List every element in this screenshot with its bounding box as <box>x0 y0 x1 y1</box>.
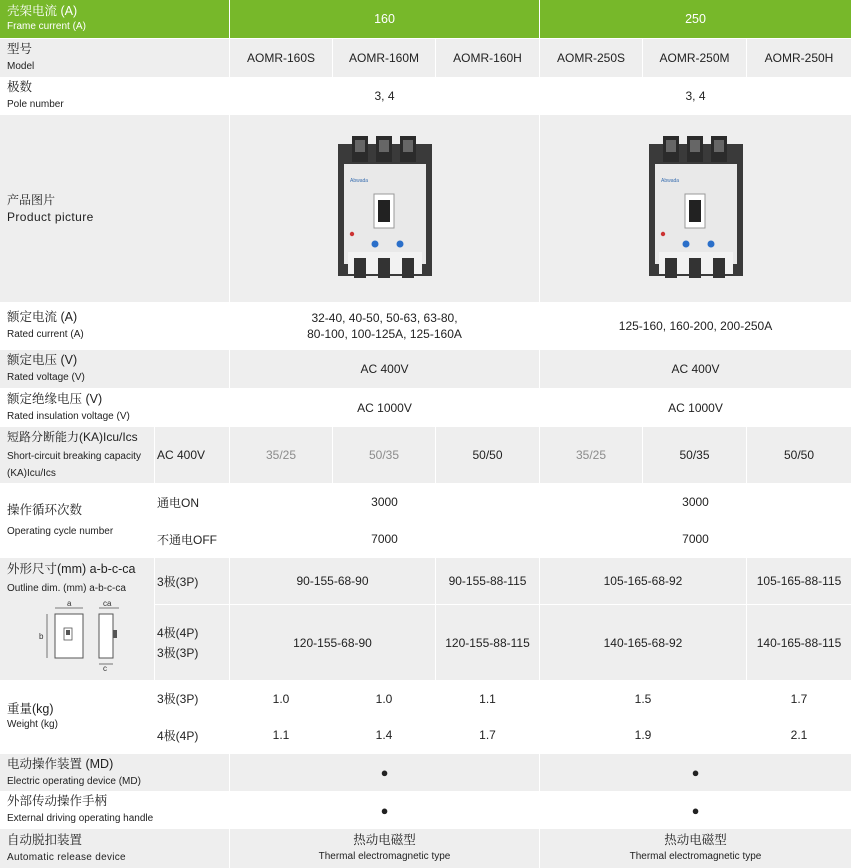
frame-160: 160 <box>230 0 539 38</box>
breaking-cell: 50/35 <box>643 427 746 483</box>
cycles-off-label: 不通电OFF <box>155 521 229 557</box>
rated-voltage-160: AC 400V <box>230 350 539 388</box>
model-cell: AOMR-160H <box>436 39 539 77</box>
cycles-off-250: 7000 <box>540 521 851 557</box>
product-image-250 <box>540 115 851 302</box>
release-250 <box>540 829 851 868</box>
insulation-label-zh: 额定绝缘电压 (V) <box>7 391 103 406</box>
frame-250: 250 <box>540 0 851 38</box>
model-label-zh: 型号 <box>7 42 33 56</box>
cycles-off-160: 7000 <box>230 521 539 557</box>
outline-label-zh: 外形尺寸(mm) a-b-c-ca <box>7 562 136 576</box>
weight-3p: 1.1 <box>436 681 539 716</box>
release-label-en: Automatic release device <box>7 851 126 863</box>
insulation-250: AC 1000V <box>540 389 851 426</box>
cycles-on-label: 通电ON <box>155 484 229 520</box>
breaking-cell: 50/50 <box>747 427 851 483</box>
cycles-on-160: 3000 <box>230 484 539 520</box>
poles-250: 3, 4 <box>540 78 851 114</box>
rated-current-160 <box>230 303 539 349</box>
outline-label-en: Outline dim. (mm) a-b-c-ca <box>7 583 126 594</box>
release-160-en: Thermal electromagnetic type <box>318 851 451 862</box>
cycles-label-en: Operating cycle number <box>7 525 114 537</box>
md-label-en: Electric operating device (MD) <box>7 775 141 787</box>
outline-sub3: 3极(3P) <box>155 558 229 604</box>
rated-current-160-line1: 32-40, 40-50, 50-63, 63-80, <box>311 311 458 325</box>
outline-4p: 140-165-68-92 <box>540 605 746 680</box>
svg-text:Abwada: Abwada <box>349 177 368 184</box>
product-image-160 <box>230 115 539 302</box>
weight-3p: 1.0 <box>230 681 332 716</box>
breaking-label-en2: (KA)Icu/Ics <box>7 467 56 479</box>
outline-sub4b: 3极(3P) <box>157 645 199 660</box>
weight-4p: 2.1 <box>747 717 851 753</box>
weight-3p: 1.5 <box>540 681 746 716</box>
breaker-image <box>641 134 751 284</box>
outline-3p: 105-165-68-92 <box>540 558 746 604</box>
picture-label-en: Product picture <box>7 209 94 224</box>
model-cell: AOMR-250H <box>747 39 851 77</box>
release-label-zh: 自动脱扣装置 <box>7 832 83 847</box>
svg-text:Abwada: Abwada <box>660 177 679 184</box>
weight-4p: 1.7 <box>436 717 539 753</box>
release-label <box>0 829 229 868</box>
outline-sub4a: 4极(4P) <box>157 625 199 640</box>
outline-label <box>0 558 154 680</box>
weight-label-en: Weight (kg) <box>7 719 58 730</box>
outline-4p: 120-155-68-90 <box>230 605 435 680</box>
outline-3p: 105-165-88-115 <box>747 558 851 604</box>
breaking-label-en1: Short-circuit breaking capacity <box>7 450 141 462</box>
handle-label-zh: 外部传动操作手柄 <box>7 794 108 808</box>
weight-sub3: 3极(3P) <box>155 681 229 716</box>
weight-4p: 1.4 <box>333 717 435 753</box>
model-label-en: Model <box>7 61 35 72</box>
dim-ca: ca <box>103 600 112 608</box>
breaking-cell: 50/50 <box>436 427 539 483</box>
dim-c: c <box>103 664 107 672</box>
release-160 <box>230 829 539 868</box>
poles-160: 3, 4 <box>230 78 539 114</box>
frame-label-zh: 壳架电流 (A) <box>7 4 78 18</box>
insulation-160: AC 1000V <box>230 389 539 426</box>
picture-label <box>0 115 229 302</box>
weight-3p: 1.7 <box>747 681 851 716</box>
dimension-diagram <box>29 600 139 672</box>
weight-4p: 1.1 <box>230 717 332 753</box>
model-cell: AOMR-250M <box>643 39 746 77</box>
weight-3p: 1.0 <box>333 681 435 716</box>
breaker-image <box>330 134 440 284</box>
picture-label-zh: 产品图片 <box>7 192 56 207</box>
outline-4p: 120-155-88-115 <box>436 605 539 680</box>
md-160: ● <box>230 754 539 791</box>
rated-voltage-250: AC 400V <box>540 350 851 388</box>
poles-label-zh: 极数 <box>7 80 33 94</box>
insulation-label-en: Rated insulation voltage (V) <box>7 410 130 422</box>
breaking-label <box>0 427 154 483</box>
md-label <box>0 754 229 791</box>
handle-label-en: External driving operating handle <box>7 813 154 824</box>
weight-label-zh: 重量(kg) <box>7 702 54 716</box>
rated-voltage-label <box>0 350 229 388</box>
dim-b: b <box>39 632 44 641</box>
poles-label <box>0 78 229 114</box>
rated-voltage-label-zh: 额定电压 (V) <box>7 353 78 367</box>
model-cell: AOMR-160S <box>230 39 332 77</box>
breaking-label-zh: 短路分断能力(KA)Icu/Ics <box>7 429 138 444</box>
outline-4p: 140-165-88-115 <box>747 605 851 680</box>
frame-label <box>0 0 229 38</box>
weight-4p: 1.9 <box>540 717 746 753</box>
cycles-on-250: 3000 <box>540 484 851 520</box>
rated-current-label <box>0 303 229 349</box>
frame-label-en: Frame current (A) <box>7 21 86 32</box>
weight-sub4: 4极(4P) <box>155 717 229 753</box>
outline-3p: 90-155-88-115 <box>436 558 539 604</box>
outline-3p: 90-155-68-90 <box>230 558 435 604</box>
handle-label <box>0 792 229 828</box>
breaking-sub: AC 400V <box>155 427 229 483</box>
release-160-zh: 热动电磁型 <box>353 833 416 847</box>
breaking-cell: 50/35 <box>333 427 435 483</box>
handle-250: ● <box>540 792 851 828</box>
release-250-zh: 热动电磁型 <box>664 833 727 847</box>
model-label <box>0 39 229 77</box>
rated-current-250: 125-160, 160-200, 200-250A <box>540 303 851 349</box>
outline-sub4 <box>155 605 229 680</box>
handle-160: ● <box>230 792 539 828</box>
rated-voltage-label-en: Rated voltage (V) <box>7 372 85 383</box>
insulation-label <box>0 389 229 426</box>
md-label-zh: 电动操作装置 (MD) <box>7 756 114 771</box>
dim-a: a <box>67 600 72 608</box>
weight-label <box>0 681 154 753</box>
cycles-label <box>0 484 154 557</box>
breaking-cell: 35/25 <box>230 427 332 483</box>
cycles-label-zh: 操作循环次数 <box>7 502 83 517</box>
release-250-en: Thermal electromagnetic type <box>629 851 762 862</box>
rated-current-label-en: Rated current (A) <box>7 329 84 340</box>
model-cell: AOMR-250S <box>540 39 642 77</box>
rated-current-160-line2: 80-100, 100-125A, 125-160A <box>307 327 462 341</box>
breaking-cell: 35/25 <box>540 427 642 483</box>
md-250: ● <box>540 754 851 791</box>
rated-current-label-zh: 额定电流 (A) <box>7 310 78 324</box>
model-cell: AOMR-160M <box>333 39 435 77</box>
poles-label-en: Pole number <box>7 99 64 110</box>
